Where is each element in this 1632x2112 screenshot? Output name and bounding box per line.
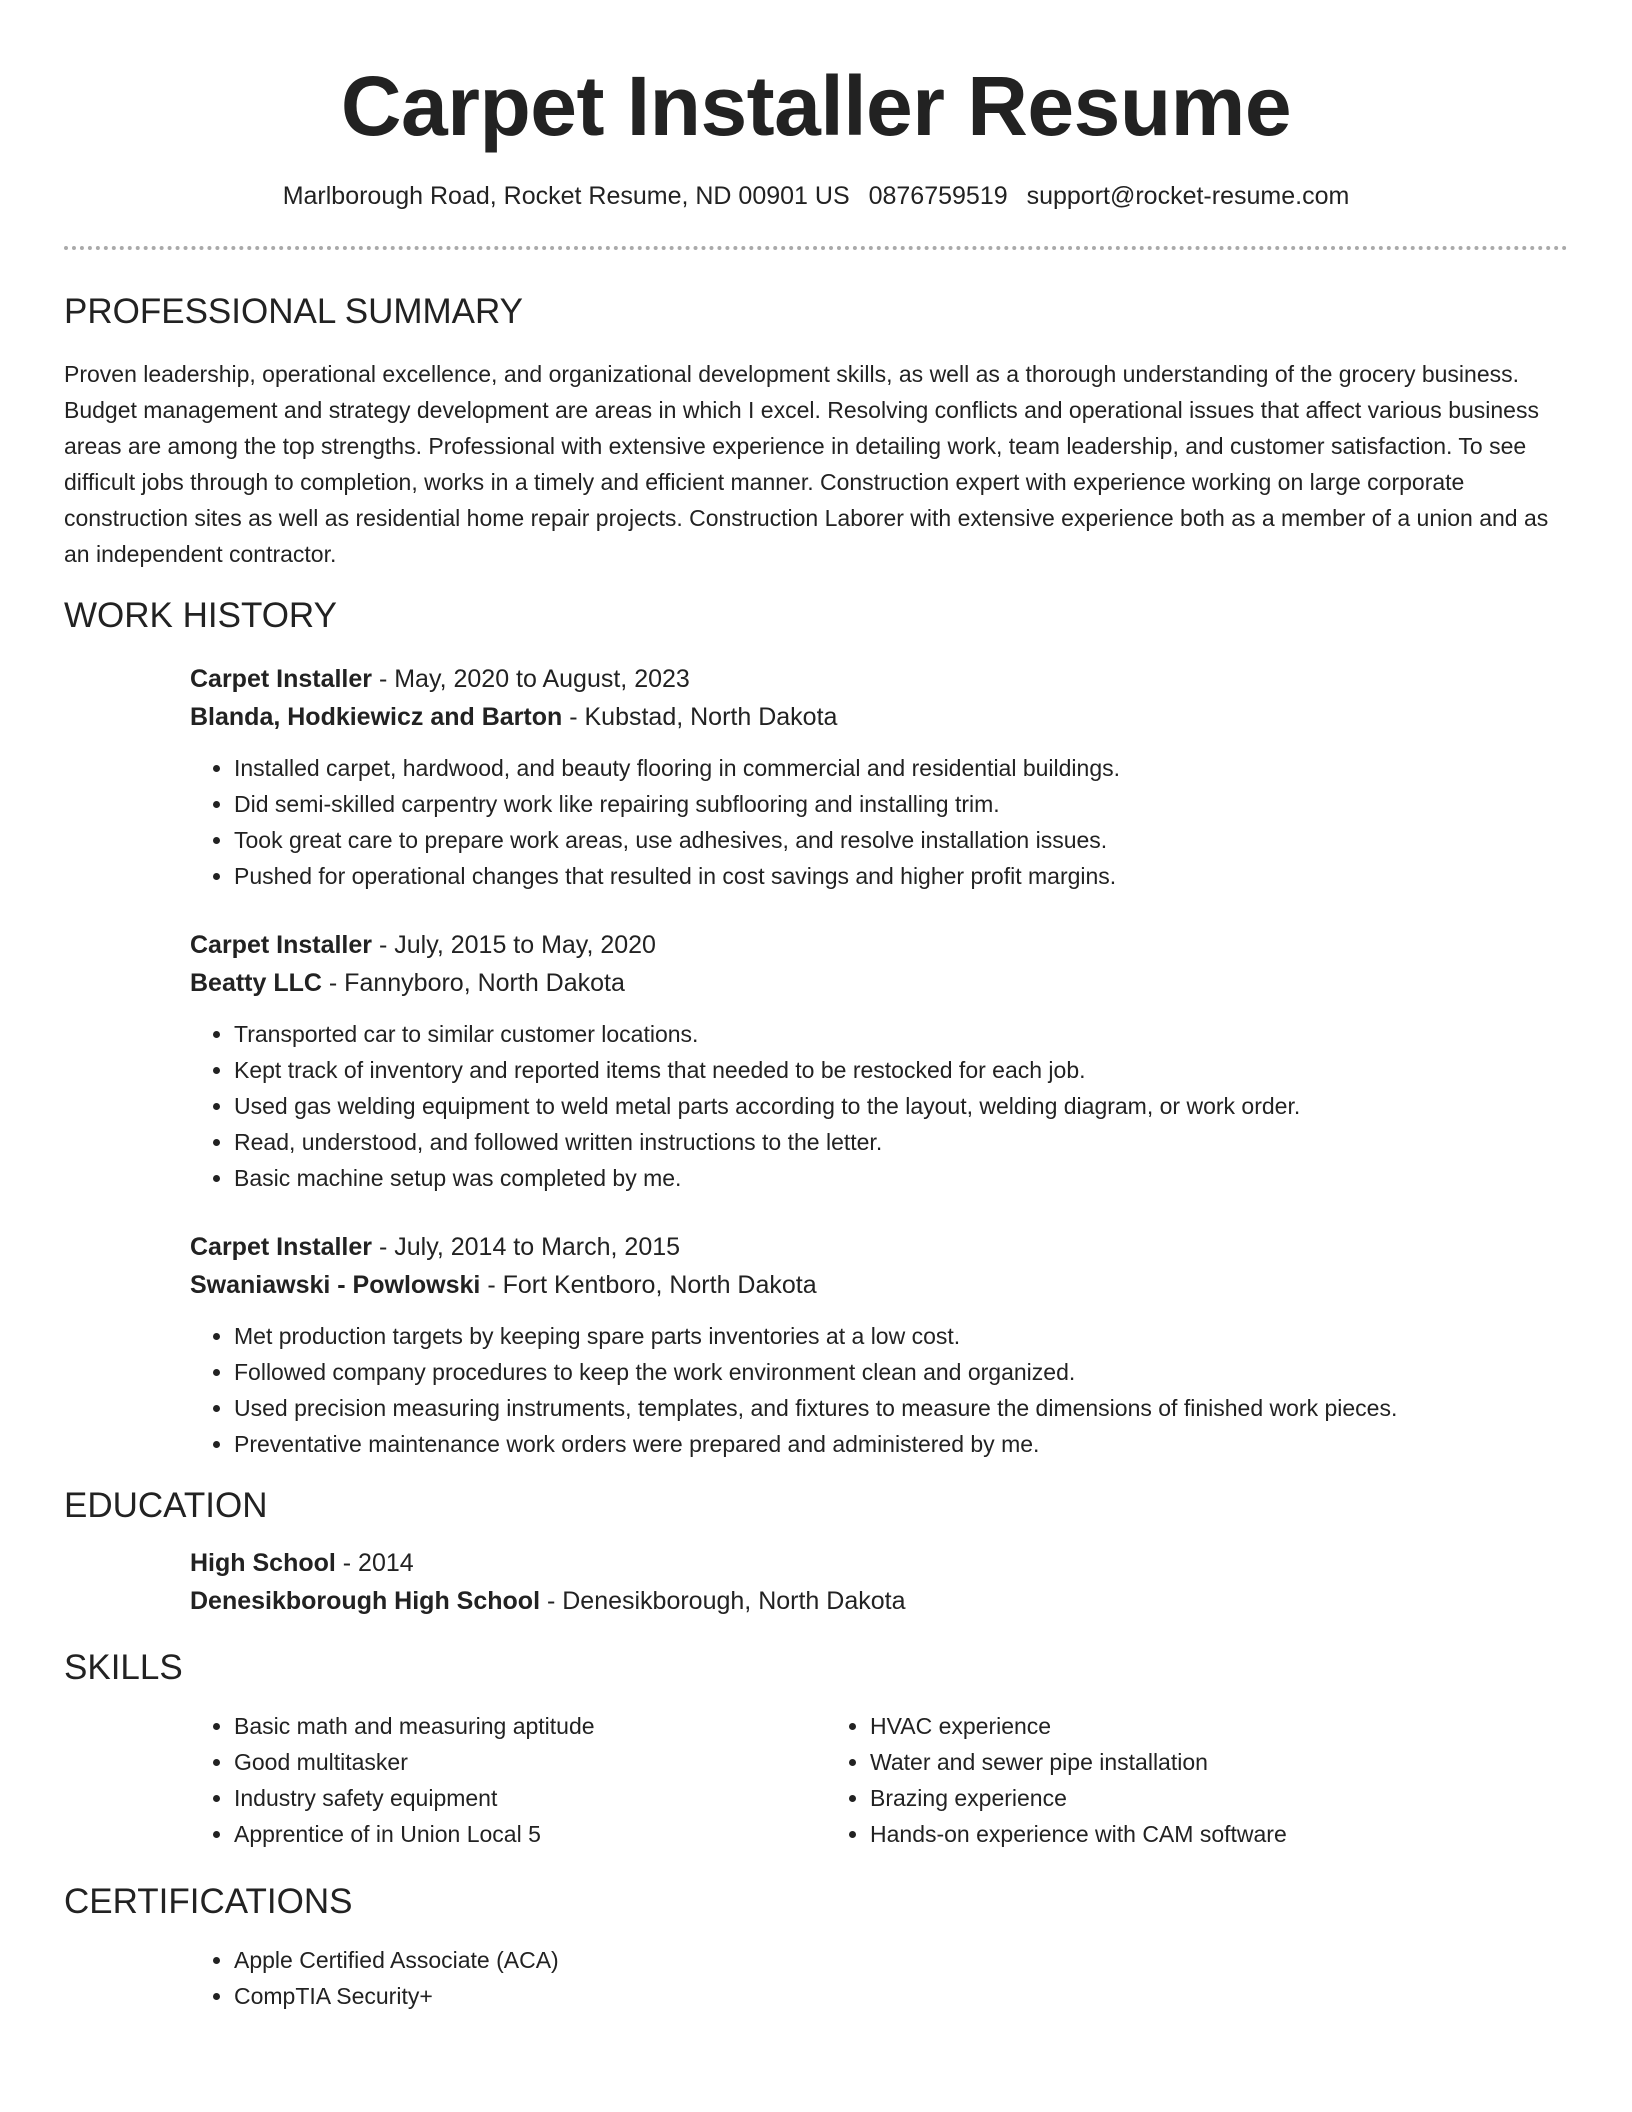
job-bullet: • Transported car to similar customer locations. xyxy=(234,1016,1568,1052)
job-company: Blanda, Hodkiewicz and Barton xyxy=(190,703,563,731)
contact-address: Marlborough Road, Rocket Resume, ND 00901 US xyxy=(282,182,850,210)
job-company-line xyxy=(190,964,1568,1002)
education-entry xyxy=(190,1544,1568,1620)
summary-text: Proven leadership, operational excellence, and organizational development skills, as well as a thorough understanding of the grocery business. Budget management and strategy development are areas in which I excel. Resolving conflicts and operational issues that affect various business areas are among the top strengths. Professional with extensive experience in detailing work, team leadership, and customer satisfaction. To see difficult jobs through to completion, works in a timely and efficient manner. Construction expert with experience working on large corporate construction sites as well as residential home repair projects. Construction Laborer with extensive experience both as a member of a union and as an independent contractor. xyxy=(64,361,1549,567)
job-bullets xyxy=(190,1318,1568,1462)
job-bullet: • Took great care to prepare work areas, use adhesives, and resolve installation issues. xyxy=(234,822,1568,858)
education-degree: High School xyxy=(190,1549,336,1577)
contact-phone: 0876759519 xyxy=(868,182,1008,210)
job-location: - Fort Kentboro, North Dakota xyxy=(480,1271,817,1299)
job-bullet: • Used gas welding equipment to weld metal parts according to the layout, welding diagram, or work order. xyxy=(234,1088,1568,1124)
skill-item: • Brazing experience xyxy=(870,1780,1386,1816)
skill-item: • Industry safety equipment xyxy=(234,1780,826,1816)
job-bullet: • Did semi-skilled carpentry work like repairing subflooring and installing trim. xyxy=(234,786,1568,822)
skill-item: • Basic math and measuring aptitude xyxy=(234,1708,826,1744)
education-degree-line xyxy=(190,1544,1568,1582)
job-entry xyxy=(190,660,1568,894)
job-location: - Fannyboro, North Dakota xyxy=(321,969,625,997)
skill-item: • Hands-on experience with CAM software xyxy=(870,1816,1386,1852)
certifications-list xyxy=(190,1942,1568,2014)
resume-title: Carpet Installer Resume xyxy=(340,59,1292,153)
job-company-line xyxy=(190,1266,1568,1304)
education-school-line xyxy=(190,1582,1568,1620)
resume-page xyxy=(64,0,1568,2014)
job-entry xyxy=(190,926,1568,1196)
skills-heading: SKILLS xyxy=(64,1648,183,1687)
job-company: Beatty LLC xyxy=(190,969,322,997)
certification-item: • Apple Certified Associate (ACA) xyxy=(234,1942,1568,1978)
job-bullet: • Kept track of inventory and reported items that needed to be restocked for each job. xyxy=(234,1052,1568,1088)
skills-grid xyxy=(190,1708,1568,1852)
education-school: Denesikborough High School xyxy=(190,1587,541,1615)
job-title: Carpet Installer xyxy=(190,665,373,693)
certifications-entry xyxy=(190,1942,1568,2014)
summary-heading: PROFESSIONAL SUMMARY xyxy=(64,292,523,331)
job-title-line xyxy=(190,926,1568,964)
job-company: Swaniawski - Powlowski xyxy=(190,1271,481,1299)
job-title-line xyxy=(190,660,1568,698)
job-bullet: • Pushed for operational changes that resulted in cost savings and higher profit margins. xyxy=(234,858,1568,894)
contact-email: support@rocket-resume.com xyxy=(1026,182,1350,210)
education-location: - Denesikborough, North Dakota xyxy=(540,1587,906,1615)
job-entry xyxy=(190,1228,1568,1462)
job-title: Carpet Installer xyxy=(190,931,373,959)
job-bullet: • Used precision measuring instruments, templates, and fixtures to measure the dimensions of finished work pieces. xyxy=(234,1390,1568,1426)
skill-item: • Good multitasker xyxy=(234,1744,826,1780)
job-dates: - July, 2014 to March, 2015 xyxy=(372,1233,681,1261)
job-location: - Kubstad, North Dakota xyxy=(562,703,838,731)
education-year: - 2014 xyxy=(335,1549,414,1577)
job-bullet: • Met production targets by keeping spare parts inventories at a low cost. xyxy=(234,1318,1568,1354)
job-bullets xyxy=(190,1016,1568,1196)
job-dates: - July, 2015 to May, 2020 xyxy=(372,931,656,959)
job-bullets xyxy=(190,750,1568,894)
job-company-line xyxy=(190,698,1568,736)
job-title: Carpet Installer xyxy=(190,1233,373,1261)
skills-list-right xyxy=(826,1708,1386,1852)
skill-item: • Apprentice of in Union Local 5 xyxy=(234,1816,826,1852)
work-history-heading: WORK HISTORY xyxy=(64,596,337,635)
job-title-line xyxy=(190,1228,1568,1266)
skills-list-left xyxy=(190,1708,826,1852)
job-bullet: • Followed company procedures to keep the work environment clean and organized. xyxy=(234,1354,1568,1390)
skill-item: • HVAC experience xyxy=(870,1708,1386,1744)
skills-column-right xyxy=(826,1708,1386,1852)
job-dates: - May, 2020 to August, 2023 xyxy=(372,665,690,693)
certification-item: • CompTIA Security+ xyxy=(234,1978,1568,2014)
skill-item: • Water and sewer pipe installation xyxy=(870,1744,1386,1780)
job-bullet: • Basic machine setup was completed by me. xyxy=(234,1160,1568,1196)
job-bullet: • Read, understood, and followed written instructions to the letter. xyxy=(234,1124,1568,1160)
skills-column-left xyxy=(190,1708,826,1852)
job-bullet: • Preventative maintenance work orders were prepared and administered by me. xyxy=(234,1426,1568,1462)
job-bullet: • Installed carpet, hardwood, and beauty flooring in commercial and residential buildings. xyxy=(234,750,1568,786)
education-heading: EDUCATION xyxy=(64,1486,268,1525)
contact-line xyxy=(64,180,1568,212)
certifications-heading: CERTIFICATIONS xyxy=(64,1882,353,1921)
header-divider xyxy=(64,246,1568,250)
